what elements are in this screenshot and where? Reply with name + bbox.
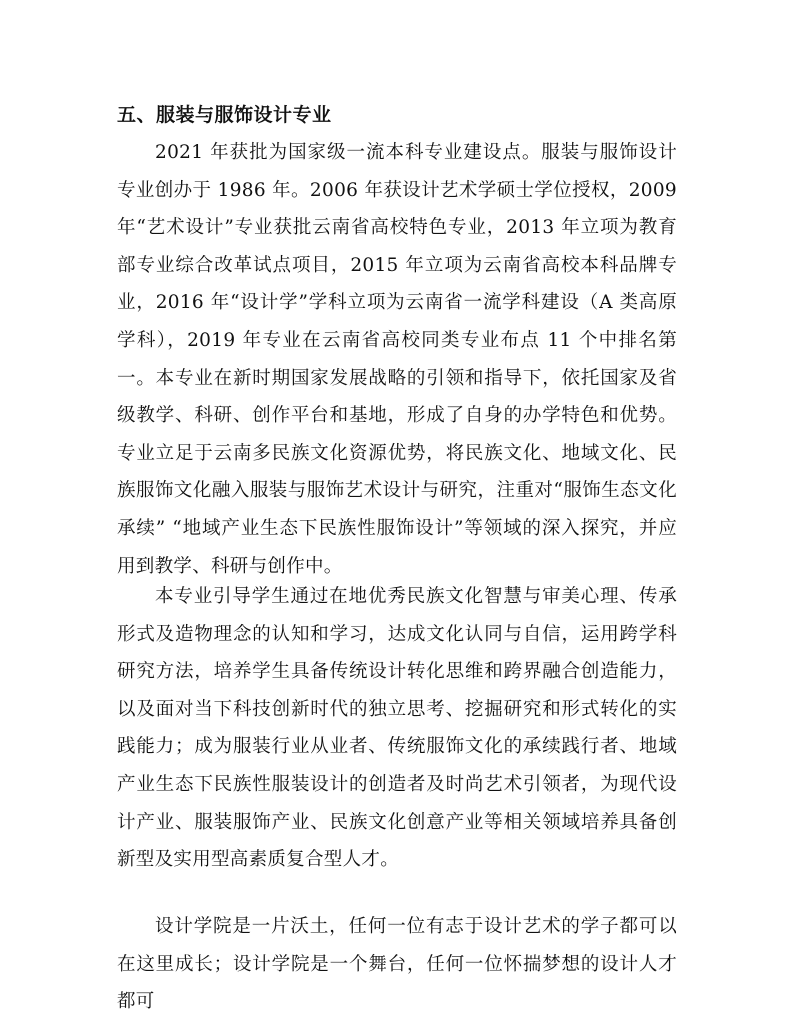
section-heading: 五、服装与服饰设计专业 (117, 104, 332, 126)
paragraph-college-intro: 设计学院是一片沃土，任何一位有志于设计艺术的学子都可以在这里成长；设计学院是一个舞台，任何一位怀揣梦想的设计人才都可 (117, 916, 677, 1013)
paragraph-program-history: 2021 年获批为国家级一流本科专业建设点。服装与服饰设计专业创办于 1986 年。2006 年获设计艺术学硕士学位授权，2009 年“艺术设计”专业获批云南省高校特色专业，2013 年立项为教育部专业综合改革试点项目，2015 年立项为云南省高校本科品牌专业，2016 年“设计学”学科立项为云南省一流学科建设（A 类高原学科），2019 年专业在云南省高校同类专业布点 11 个中排名第一。本专业在新时期国家发展战略的引领和指导下，依托国家及省级教学、科研、创作平台和基地，形成了自身的办学特色和优势。专业立足于云南多民族文化资源优势，将民族文化、地域文化、民族服饰文化融入服装与服饰艺术设计与研究，注重对“服饰生态文化承续” “地域产业生态下民族性服饰设计”等领域的深入探究，并应用到教学、科研与创作中。 (117, 142, 677, 577)
paragraph-program-goals: 本专业引导学生通过在地优秀民族文化智慧与审美心理、传承形式及造物理念的认知和学习，达成文化认同与自信，运用跨学科研究方法，培养学生具备传统设计转化思维和跨界融合创造能力，以及面对当下科技创新时代的独立思考、挖掘研究和形式转化的实践能力；成为服装行业从业者、传统服饰文化的承续践行者、地域产业生态下民族性服装设计的创造者及时尚艺术引领者，为现代设计产业、服装服饰产业、民族文化创意产业等相关领域培养具备创新型及实用型高素质复合型人才。 (117, 586, 677, 871)
